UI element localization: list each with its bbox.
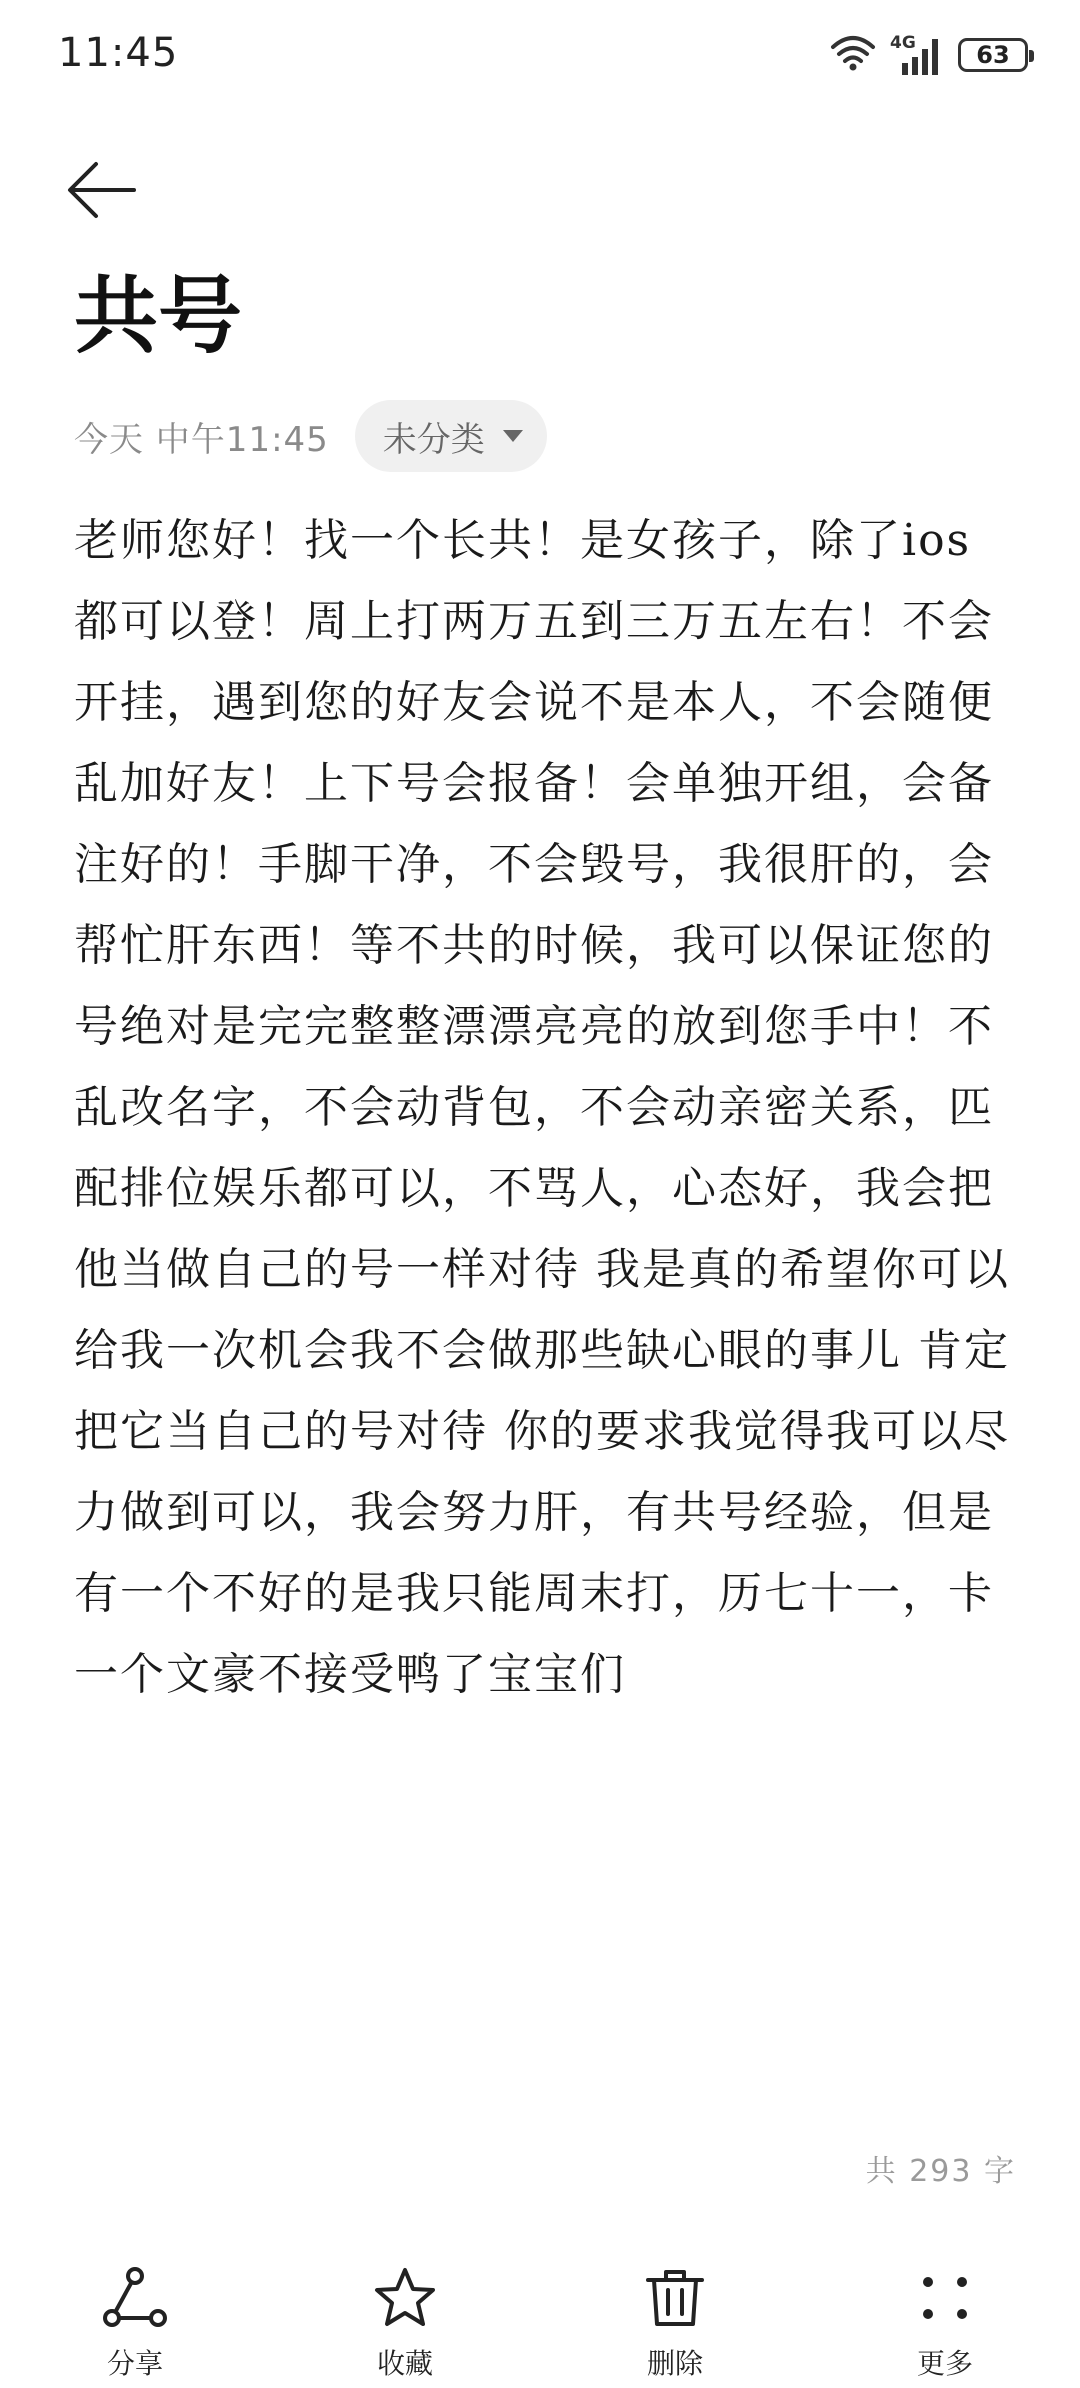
caret-down-icon [503, 430, 523, 442]
note-meta-row [74, 398, 547, 474]
arrow-left-icon [66, 160, 138, 224]
cellular-signal-icon [890, 33, 944, 77]
star-icon [369, 2262, 441, 2334]
word-count: 共 293 字 [865, 2154, 1016, 2189]
note-date: 今天 中午11:45 [74, 419, 329, 460]
trash-icon [639, 2262, 711, 2334]
status-bar [0, 0, 1080, 110]
delete-button[interactable] [540, 2240, 810, 2388]
wifi-icon [830, 33, 876, 77]
category-selector[interactable] [355, 400, 547, 472]
favorite-label: 收藏 [376, 2347, 433, 2380]
back-button[interactable] [66, 150, 150, 234]
share-label: 分享 [106, 2347, 163, 2380]
note-title[interactable]: 共号 [74, 266, 243, 365]
favorite-button[interactable] [270, 2240, 540, 2388]
battery-indicator [958, 38, 1028, 72]
more-button[interactable] [810, 2240, 1080, 2388]
more-dots-icon [909, 2262, 981, 2334]
share-button[interactable] [0, 2240, 270, 2388]
share-icon [99, 2262, 171, 2334]
status-icons [830, 30, 1028, 80]
more-label: 更多 [916, 2347, 973, 2380]
battery-level: 63 [976, 41, 1010, 69]
note-body[interactable]: 老师您好！找一个长共！是女孩子，除了ios都可以登！周上打两万五到三万五左右！不会开挂，遇到您的好友会说不是本人，不会随便乱加好友！上下号会报备！会单独开组，会备注好的！手脚干净，不会毁号，我很肝的，会帮忙肝东西！等不共的时候，我可以保证您的号绝对是完完整整漂漂亮亮的放到您手中！不乱改名字，不会动背包，不会动亲密关系，匹配排位娱乐都可以，不骂人，心态好，我会把他当做自己的号一样对待 我是真的希望你可以给我一次机会我不会做那些缺心眼的事儿 肯定把它当自己的号对待 你的要求我觉得我可以尽力做到可以，我会努力肝，有共号经验，但是有一个不好的是我只能周末打，历七十一，卡一个文豪不接受鸭了宝宝们 [74, 515, 1010, 1700]
delete-label: 删除 [646, 2347, 703, 2380]
status-time: 11:45 [58, 30, 179, 76]
bottom-toolbar [0, 2240, 1080, 2388]
category-label: 未分类 [382, 419, 485, 460]
network-type-label: 4G [890, 33, 916, 53]
